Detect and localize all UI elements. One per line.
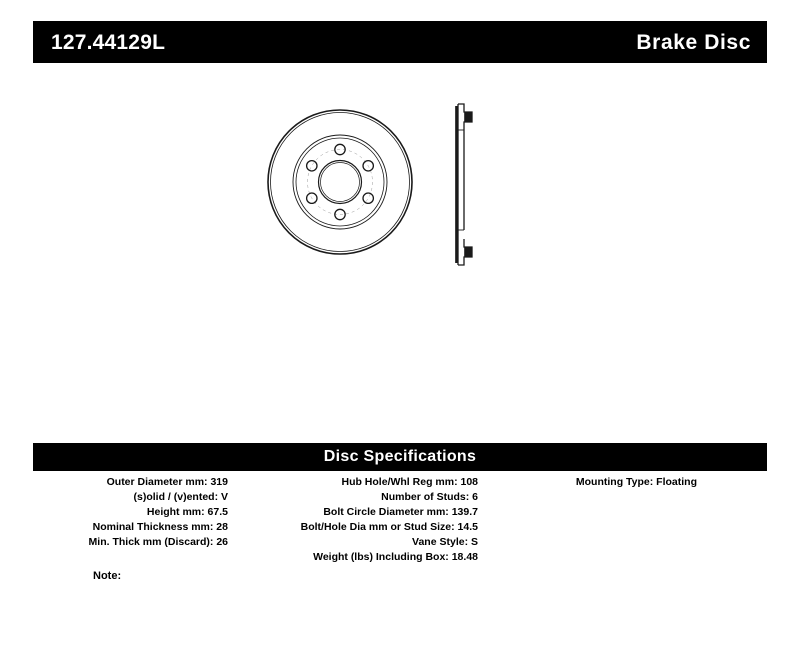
spec-item: Bolt Circle Diameter mm: 139.7	[323, 506, 478, 518]
stud-hole	[307, 161, 317, 171]
note-label: Note:	[93, 570, 122, 582]
spec-item: Nominal Thickness mm: 28	[92, 521, 228, 533]
disc-specifications-title: Disc Specifications	[323, 448, 477, 465]
stud-hole-group	[307, 144, 374, 219]
spec-item: Weight (lbs) Including Box: 18.48	[313, 551, 478, 563]
spec-item: Min. Thick mm (Discard): 26	[88, 536, 228, 548]
specs-column-right	[478, 475, 767, 490]
rotor-outer-circle	[268, 110, 412, 254]
technical-drawing	[250, 90, 550, 290]
specs-column-left	[33, 475, 228, 550]
stud-hole	[363, 193, 373, 203]
spec-item: Hub Hole/Whl Reg mm: 108	[341, 476, 478, 488]
brake-disc-drawing-svg	[250, 90, 550, 290]
specs-column-middle	[228, 475, 478, 565]
rotor-hub-hole	[319, 161, 362, 204]
rotor-hub-hole-inner	[321, 163, 360, 202]
spec-item: Vane Style: S	[412, 536, 478, 548]
part-number: 127.44129L	[51, 30, 166, 54]
rotor-friction-inner-circle	[293, 135, 387, 229]
rotor-hat-outer-circle	[296, 138, 384, 226]
page-title: Brake Disc	[636, 30, 751, 54]
header-bar	[33, 21, 767, 63]
spec-item: Mounting Type: Floating	[575, 476, 697, 488]
spec-item: (s)olid / (v)ented: V	[133, 491, 228, 503]
specifications-table	[33, 475, 767, 565]
disc-specifications-bar	[33, 443, 767, 471]
bolt-circle-construction	[308, 150, 373, 215]
spec-item: Height mm: 67.5	[146, 506, 228, 518]
spec-item: Number of Studs: 6	[381, 491, 478, 503]
rotor-outer-edge-inner	[271, 113, 410, 252]
spec-item: Bolt/Hole Dia mm or Stud Size: 14.5	[300, 521, 478, 533]
spec-item: Outer Diameter mm: 319	[106, 476, 228, 488]
